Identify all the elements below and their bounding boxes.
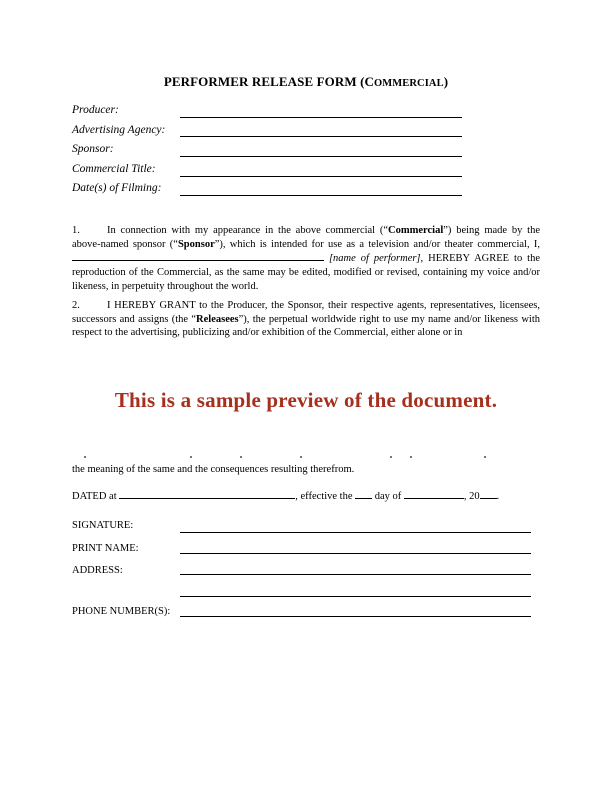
releasees-term: Releasees [196,313,239,325]
paragraph-1-number: 1. [72,225,80,236]
dated-year-field[interactable] [480,489,497,499]
paragraph-2 [72,299,540,340]
paragraph-2-text-b: ”), the perpetual worldwide right to use my name and/or likeness with respect to the advertising, publicizing and/or exhibition of the Commercial, either alone or in [72,313,540,339]
title-small-caps: OMMERCIAL [373,78,444,89]
paragraph-1-text-a: In connection with my appearance in the above commercial (“ [107,225,389,236]
paragraph-1-text-b: ”) being made by the above-named sponsor (“ [72,225,540,250]
dated-month-field[interactable] [404,489,464,499]
print-name-label: PRINT NAME: [72,543,139,554]
performer-name-placeholder: [name of performer] [328,253,421,265]
document-title [0,74,612,90]
commercial-title-field[interactable] [180,176,462,177]
title-close: ) [443,74,449,89]
phone-numbers-label: PHONE NUMBER(S): [72,606,171,617]
sponsor-label: Sponsor: [72,143,114,155]
dated-location-field[interactable] [119,489,295,499]
preview-notice: This is a sample preview of the document. [114,388,498,412]
address-label: ADDRESS: [72,565,123,576]
paragraph-2-text-a: I HEREBY GRANT to the Producer, the Sponsor, their respective agents, representatives, licensees, successors and assigns (the “ [72,300,540,325]
address-field-line-2[interactable] [180,596,531,597]
dated-year-text: , 20 [463,491,480,502]
continuation-text: the meaning of the same and the consequences resulting therefrom. [72,464,355,475]
address-field-line-1[interactable] [180,574,531,575]
sponsor-field[interactable] [180,156,462,157]
paragraph-2-number: 2. [72,300,80,311]
dated-day-field[interactable] [355,489,372,499]
signature-field[interactable] [180,532,531,533]
signature-label: SIGNATURE: [72,520,134,531]
commercial-title-label: Commercial Title: [72,163,156,175]
advertising-agency-field[interactable] [180,136,462,137]
dated-prefix: DATED at [72,491,120,502]
producer-label: Producer: [72,104,119,116]
filming-dates-field[interactable] [180,195,462,196]
sponsor-term: Sponsor [177,238,215,250]
paragraph-1-text-d: , HEREBY AGREE to the reproduction of the Commercial, as the same may be edited, modified or revised, containing my voice and/or likeness, in perpetuity throughout the world. [72,253,540,292]
print-name-field[interactable] [180,553,531,554]
paragraph-1-text-c: ”), which is intended for use as a television and/or theater commercial, I, [214,238,540,250]
cut-off-text-remnant [72,456,540,460]
filming-dates-label: Date(s) of Filming: [72,182,162,194]
commercial-term: Commercial [388,225,444,236]
paragraph-1 [72,224,540,294]
performer-name-blank[interactable] [72,251,324,261]
dated-effective-text: , effective the [295,491,356,502]
dated-line [72,489,540,502]
title-main: PERFORMER RELEASE FORM (C [163,74,374,89]
dated-day-text: day of [372,491,404,502]
dated-end: . [496,491,500,502]
advertising-agency-label: Advertising Agency: [72,124,166,136]
phone-numbers-field[interactable] [180,616,531,617]
producer-field[interactable] [180,117,462,118]
